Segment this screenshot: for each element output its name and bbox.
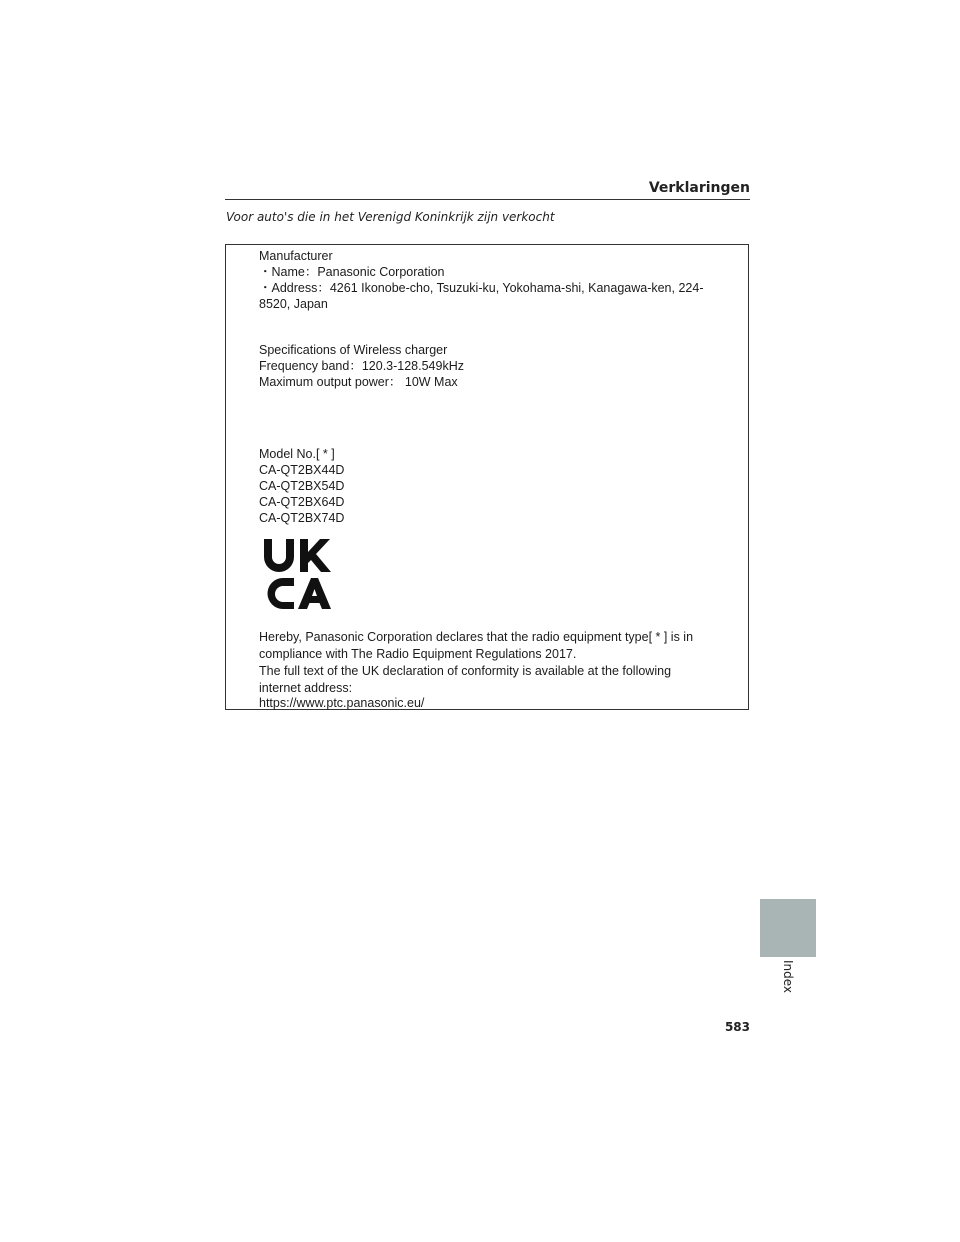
manufacturer-address-line1: ・Address：4261 Ikonobe-cho, Tsuzuki-ku, Yokohama-shi, Kanagawa-ken, 224-	[259, 281, 704, 295]
conformity-line: Hereby, Panasonic Corporation declares that the radio equipment type[ * ] is in	[259, 630, 694, 644]
model-item: CA-QT2BX44D	[259, 463, 345, 477]
manufacturer-name: ・Name：Panasonic Corporation	[259, 265, 445, 279]
model-item: CA-QT2BX64D	[259, 495, 345, 509]
index-tab-label: Index	[781, 960, 795, 994]
index-tab[interactable]	[760, 899, 816, 957]
conformity-line: The full text of the UK declaration of conformity is available at the following	[259, 664, 672, 678]
model-item: CA-QT2BX54D	[259, 479, 345, 493]
manufacturer-address-line2: 8520, Japan	[259, 297, 328, 311]
declaration-box	[225, 244, 749, 710]
header-divider	[225, 199, 750, 200]
conformity-line: internet address:	[259, 681, 353, 695]
frequency-band: Frequency band：120.3-128.549kHz	[259, 359, 464, 373]
model-heading: Model No.[ * ]	[259, 447, 335, 461]
section-title: Voor auto's die in het Verenigd Koninkrijk zijn verkocht	[226, 210, 555, 224]
page-header-title: Verklaringen	[648, 180, 750, 196]
model-item: CA-QT2BX74D	[259, 511, 345, 525]
manufacturer-heading: Manufacturer	[259, 249, 333, 263]
page-number: 583	[724, 1020, 750, 1034]
conformity-line: compliance with The Radio Equipment Regulations 2017.	[259, 647, 577, 661]
ukca-mark-icon	[262, 537, 332, 609]
spec-heading: Specifications of Wireless charger	[259, 343, 448, 357]
declaration-url[interactable]: https://www.ptc.panasonic.eu/	[259, 696, 425, 710]
max-output-power: Maximum output power： 10W Max	[259, 375, 458, 389]
